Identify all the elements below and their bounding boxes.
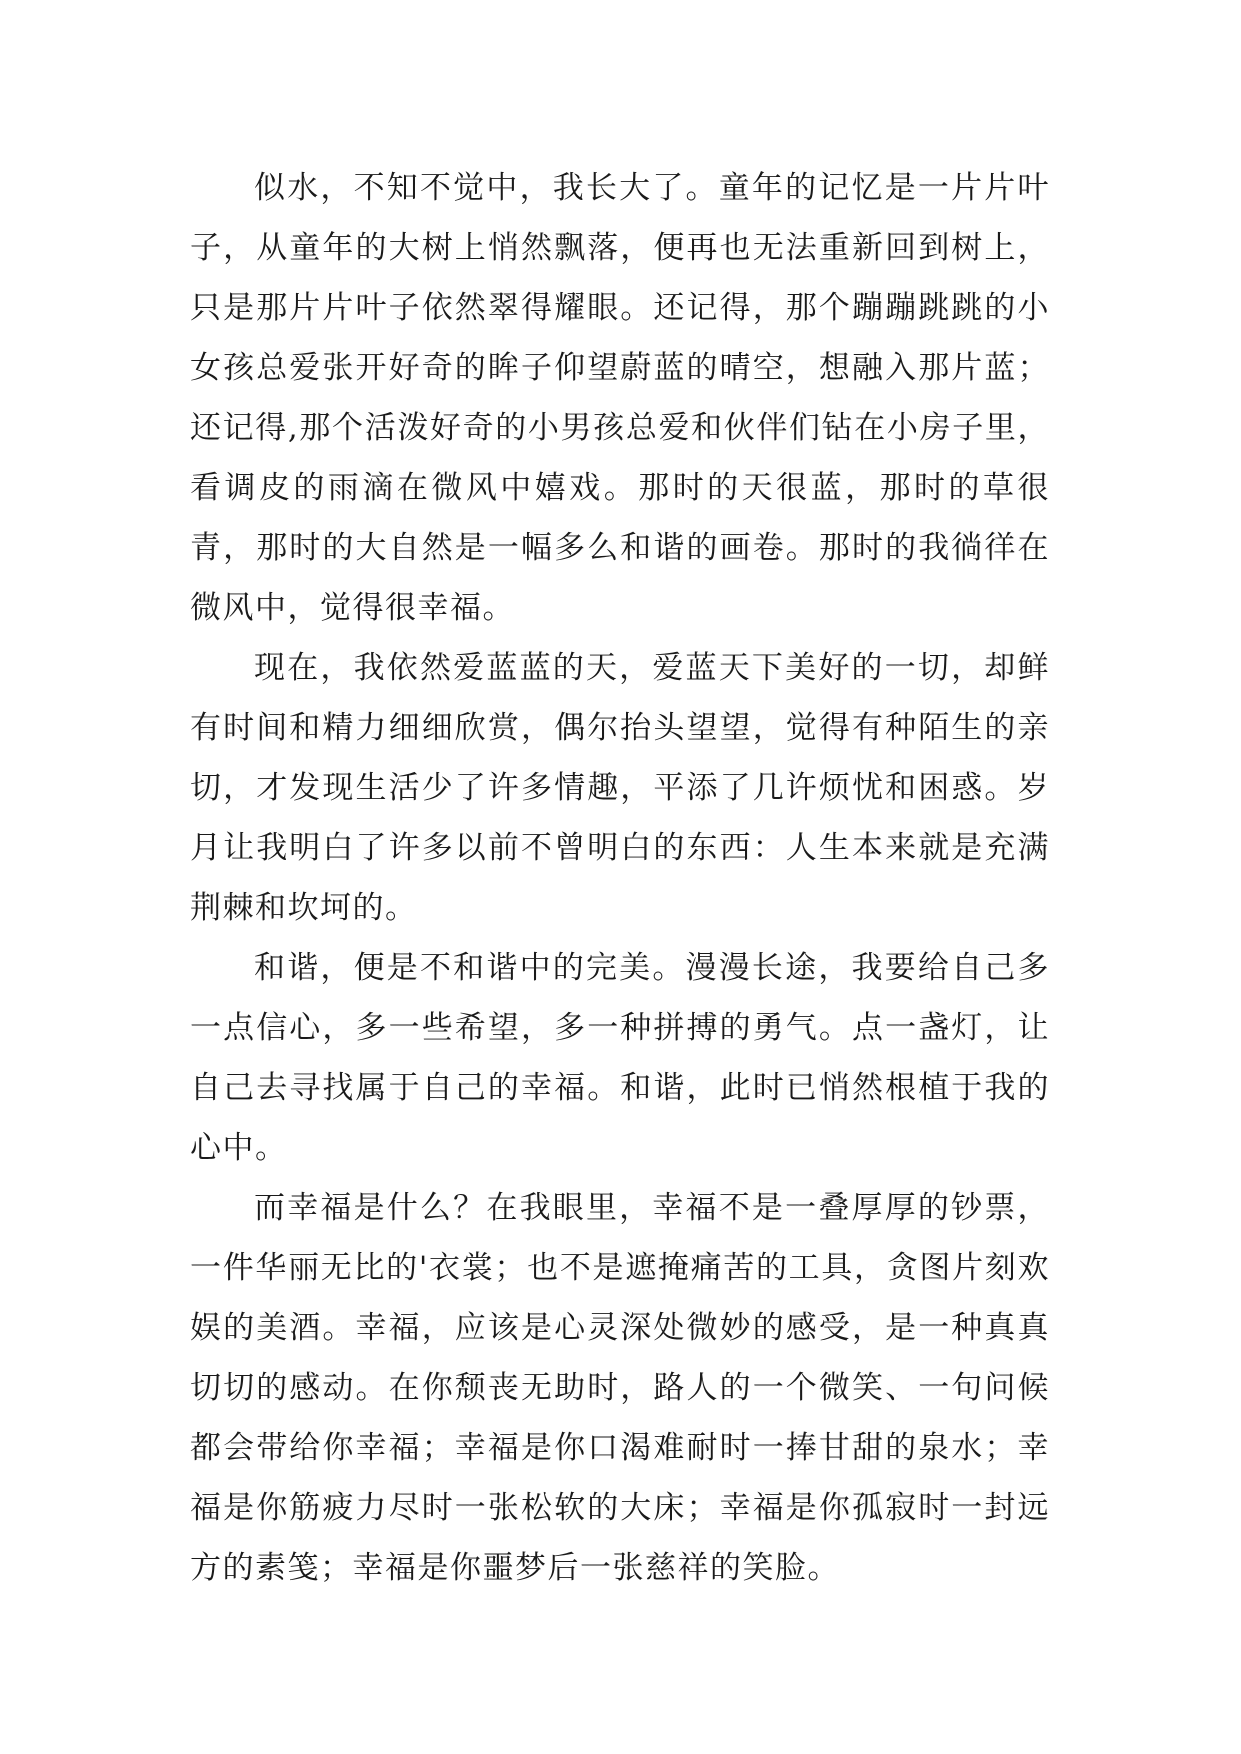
paragraph-1: 似水，不知不觉中，我长大了。童年的记忆是一片片叶子，从童年的大树上悄然飘落，便再也无法重新回到树上，只是那片片叶子依然翠得耀眼。还记得，那个蹦蹦跳跳的小女孩总爱张开好奇的眸子仰望蔚蓝的晴空，想融入那片蓝；还记得,那个活泼好奇的小男孩总爱和伙伴们钻在小房子里，看调皮的雨滴在微风中嬉戏。那时的天很蓝，那时的草很青，那时的大自然是一幅多么和谐的画卷。那时的我徜徉在微风中，觉得很幸福。 — [190, 170, 1050, 626]
paragraph-4: 而幸福是什么？在我眼里，幸福不是一叠厚厚的钞票，一件华丽无比的'衣裳；也不是遮掩痛苦的工具，贪图片刻欢娱的美酒。幸福，应该是心灵深处微妙的感受，是一种真真切切的感动。在你颓丧无助时，路人的一个微笑、一句问候都会带给你幸福；幸福是你口渴难耐时一捧甘甜的泉水；幸福是你筋疲力尽时一张松软的大床；幸福是你孤寂时一封远方的素笺；幸福是你噩梦后一张慈祥的笑脸。 — [190, 1190, 1050, 1586]
document-body — [190, 158, 1050, 1598]
paragraph-2: 现在，我依然爱蓝蓝的天，爱蓝天下美好的一切，却鲜有时间和精力细细欣赏，偶尔抬头望望，觉得有种陌生的亲切，才发现生活少了许多情趣，平添了几许烦忧和困惑。岁月让我明白了许多以前不曾明白的东西：人生本来就是充满荆棘和坎坷的。 — [190, 650, 1050, 926]
paragraph-3: 和谐，便是不和谐中的完美。漫漫长途，我要给自己多一点信心，多一些希望，多一种拼搏的勇气。点一盏灯，让自己去寻找属于自己的幸福。和谐，此时已悄然根植于我的心中。 — [190, 950, 1050, 1166]
